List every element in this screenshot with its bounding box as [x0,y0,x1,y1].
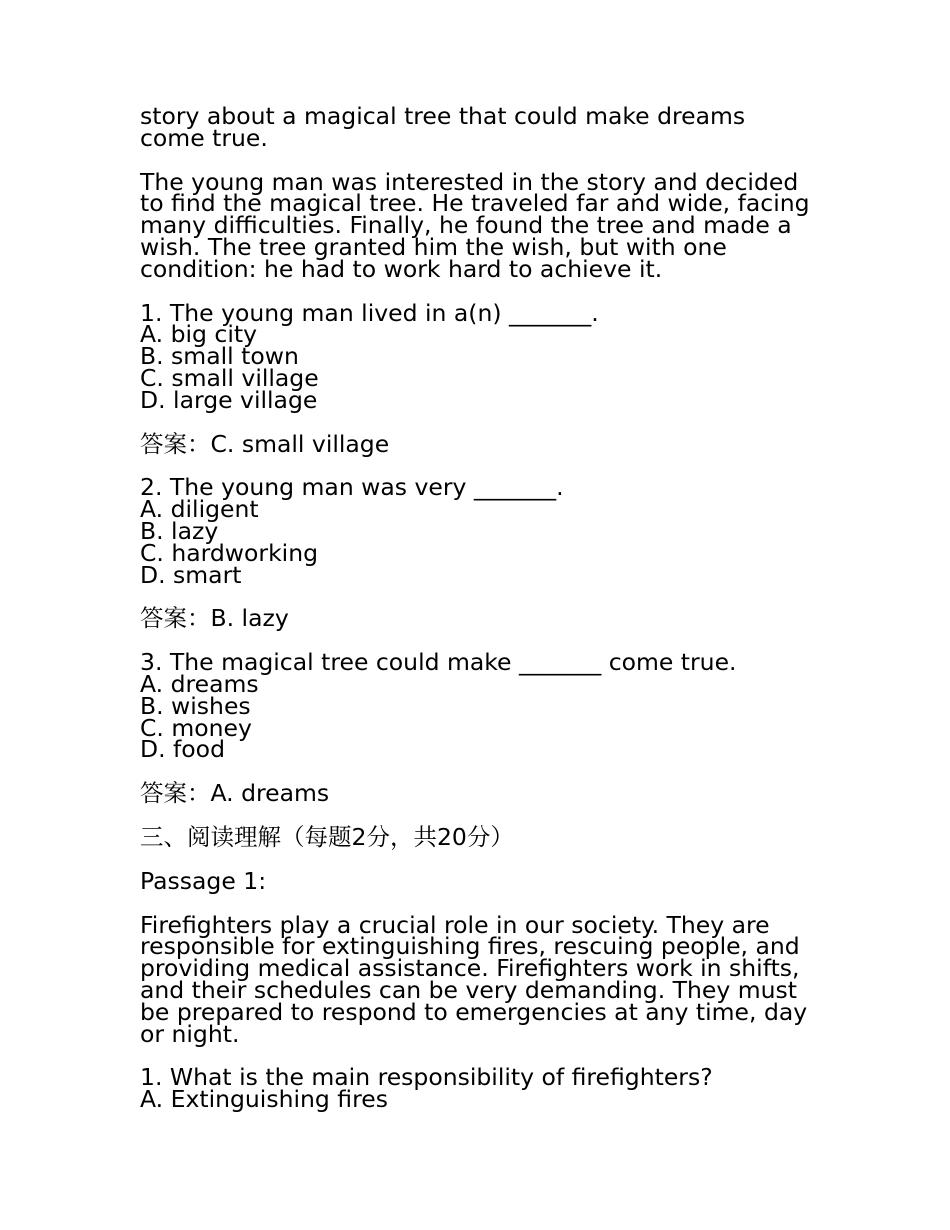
option-d: D. food [140,735,225,764]
text-line: responsible for extinguishing fires, rescuing people, and [140,932,800,961]
section-heading-text: 三、阅读理解（每题2分，共20分） [140,822,514,851]
story-paragraph [140,167,820,283]
option-c: C. money [140,713,252,742]
answer-1 [140,429,820,458]
answer-text: 答案：A. dreams [140,779,330,808]
option-a: A. dreams [140,669,259,698]
text-line: Firefighters play a crucial role in our society. They are [140,910,770,939]
question-stem: 1. The young man lived in a(n) _______. [140,298,599,327]
option-c: C. small village [140,363,319,392]
section-heading [140,822,820,851]
text-line: to find the magical tree. He traveled far and wide, facing [140,189,810,218]
answer-text: 答案：B. lazy [140,604,289,633]
option-b: B. small town [140,342,299,371]
intro-paragraph [140,102,820,152]
passage-question-1 [140,1063,820,1114]
answer-3 [140,779,820,808]
question-1 [140,298,820,414]
option-c: C. hardworking [140,538,319,567]
text-line: condition: he had to work hard to achieve it. [140,254,663,283]
answer-2 [140,604,820,633]
text-line: The young man was interested in the story and decided [140,167,799,196]
question-3 [140,648,820,764]
text-line: or night. [140,1019,240,1048]
option-d: D. smart [140,560,242,589]
passage-paragraph [140,910,820,1048]
text-line: wish. The tree granted him the wish, but with one [140,232,727,261]
text-line: many difficulties. Finally, he found the tree and made a [140,211,792,240]
text-line: be prepared to respond to emergencies at any time, day [140,997,808,1026]
question-stem: 2. The young man was very _______. [140,473,564,502]
question-2 [140,473,820,589]
option-b: B. wishes [140,691,251,720]
option-b: B. lazy [140,516,219,545]
text-line: story about a magical tree that could make dreams [140,102,746,130]
option-d: D. large village [140,385,318,414]
option-a: A. big city [140,320,258,349]
document-page [140,102,820,1133]
option-a: A. diligent [140,495,259,524]
text-line: providing medical assistance. Firefighters work in shifts, [140,954,800,983]
question-stem: 1. What is the main responsibility of firefighters? [140,1063,713,1092]
text-line: and their schedules can be very demanding. They must [140,975,797,1004]
passage-title [140,866,820,895]
option-a: A. Extinguishing fires [140,1085,388,1114]
passage-title-text: Passage 1: [140,866,267,895]
question-stem: 3. The magical tree could make _______ come true. [140,648,737,677]
answer-text: 答案：C. small village [140,429,390,458]
text-line: come true. [140,123,268,152]
